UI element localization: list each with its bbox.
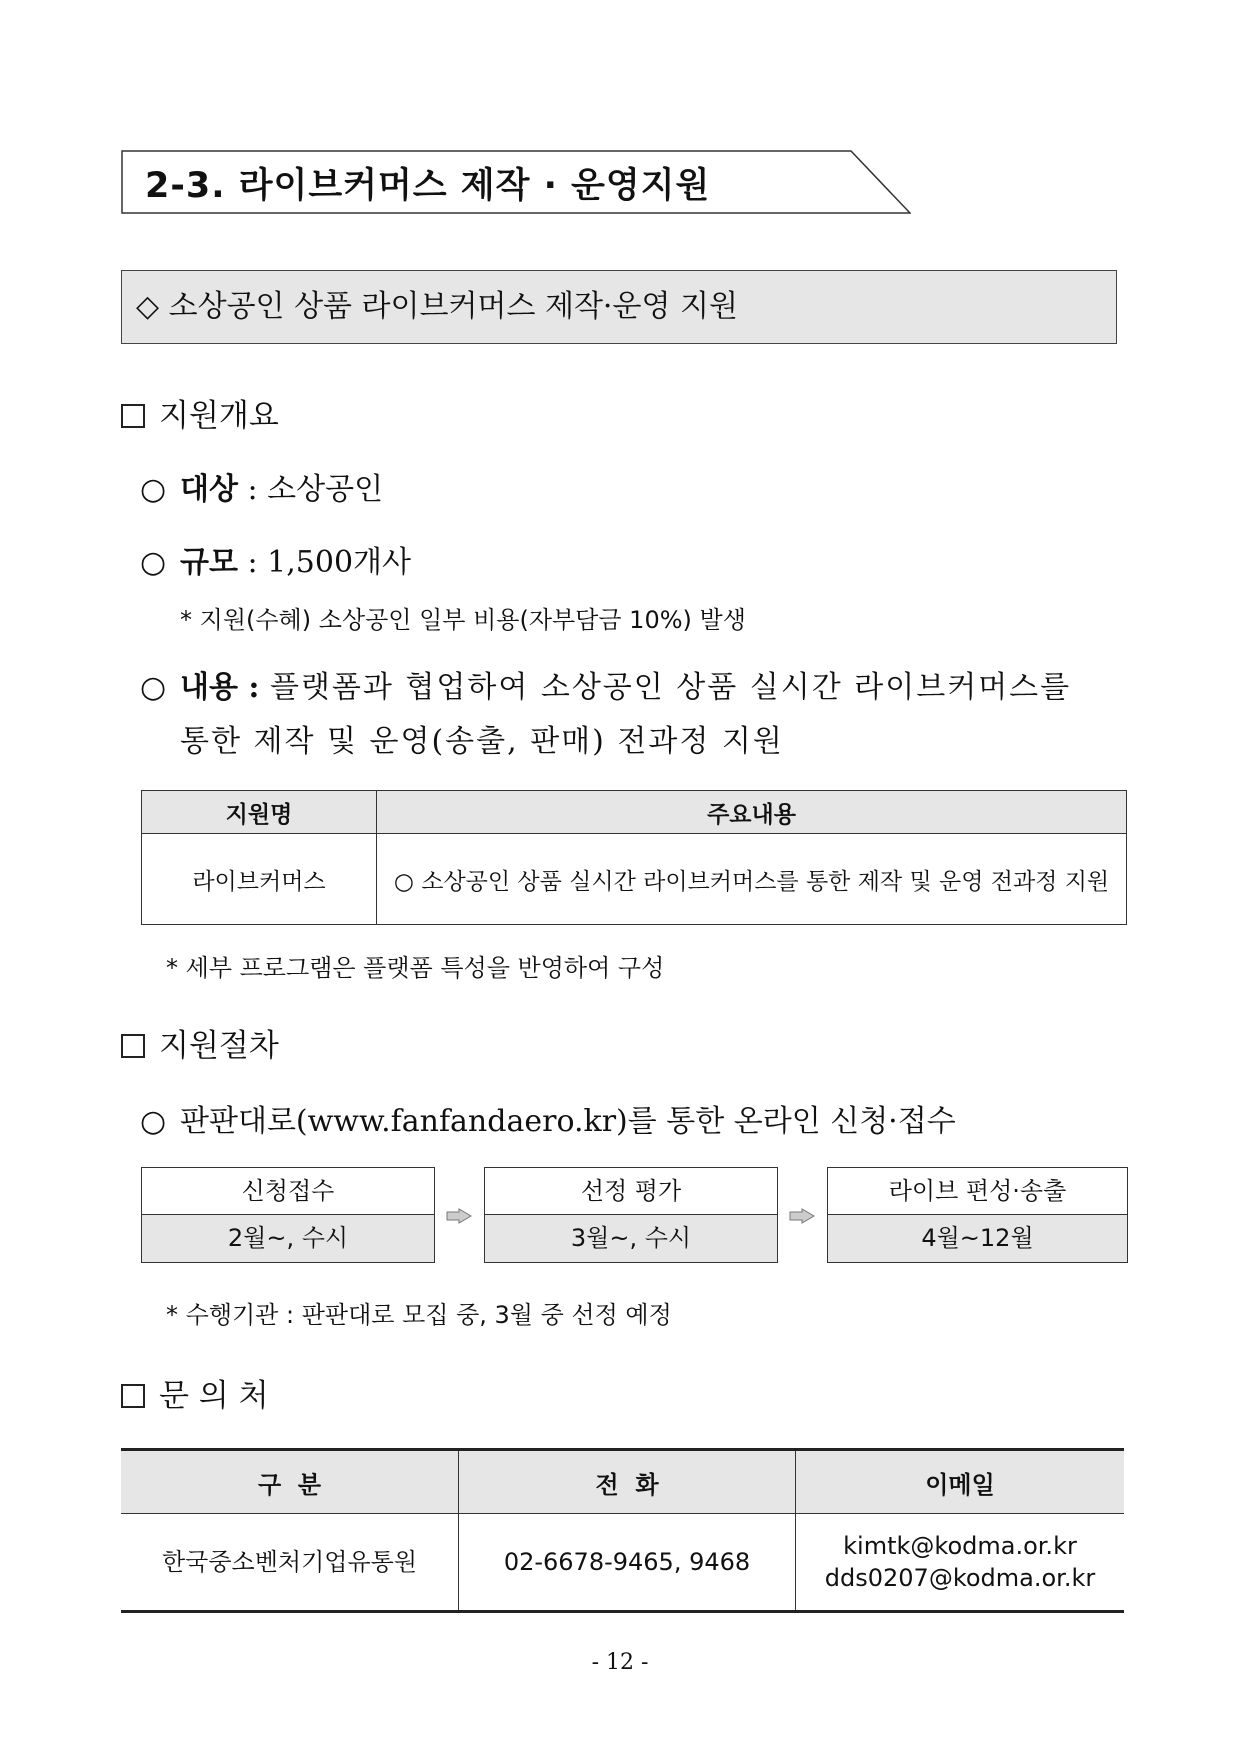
circle-bullet-icon: ○: [140, 670, 167, 705]
checkbox-square-icon: [121, 1384, 145, 1408]
table-row: [121, 1514, 1124, 1612]
table-row: [142, 834, 1127, 925]
col-header-email: 이메일: [796, 1450, 1125, 1514]
step-3-period: 4월~12월: [828, 1215, 1127, 1262]
contact-org: 한국중소벤처기업유통원: [121, 1514, 459, 1612]
subtitle-box: [121, 270, 1117, 344]
col-header-phone: 전 화: [459, 1450, 796, 1514]
contact-table: [121, 1448, 1124, 1613]
double-arrow-icon: [789, 1208, 815, 1224]
double-arrow-icon: [446, 1208, 472, 1224]
overview-heading: [121, 390, 279, 435]
col-header-name: 지원명: [142, 791, 377, 834]
page-number: - 12 -: [591, 1650, 649, 1675]
overview-heading-text: 지원개요: [159, 398, 279, 434]
circle-bullet-icon: ○: [140, 472, 167, 507]
contact-email-1[interactable]: kimtk@kodma.or.kr: [843, 1532, 1077, 1560]
target-value: 소상공인: [267, 472, 384, 507]
contact-heading-text: 문 의 처: [159, 1378, 269, 1414]
procedure-heading: [121, 1020, 279, 1065]
step-2-period: 3월~, 수시: [485, 1215, 777, 1262]
content-line2: 통한 제작 및 운영(송출, 판매) 전과정 지원: [180, 724, 784, 759]
contact-table-header: [121, 1450, 1124, 1514]
checkbox-square-icon: [121, 404, 145, 428]
target-label: 대상: [180, 472, 238, 507]
scale-label: 규모: [180, 545, 238, 580]
scale-item: [140, 537, 411, 581]
procedure-bullet-text: 판판대로(www.fanfandaero.kr)를 통한 온라인 신청·접수: [180, 1104, 956, 1139]
row-name: 라이브커머스: [142, 834, 377, 925]
step-3-title: 라이브 편성·송출: [828, 1168, 1127, 1215]
section-title: 2-3. 라이브커머스 제작 · 운영지원: [145, 166, 711, 206]
support-table-header: [142, 791, 1127, 834]
procedure-heading-text: 지원절차: [159, 1028, 279, 1064]
content-label: 내용: [180, 670, 238, 705]
subtitle-text: ◇ 소상공인 상품 라이브커머스 제작·운영 지원: [136, 289, 738, 324]
step-1: [141, 1167, 435, 1263]
procedure-note: * 수행기관 : 판판대로 모집 중, 3월 중 선정 예정: [166, 1301, 672, 1329]
content-line1: 플랫폼과 협업하여 소상공인 상품 실시간 라이브커머스를: [269, 670, 1072, 705]
step-1-period: 2월~, 수시: [142, 1215, 434, 1262]
step-2-title: 선정 평가: [485, 1168, 777, 1215]
col-header-org: 구 분: [121, 1450, 459, 1514]
section-title-banner: [121, 150, 911, 214]
support-table-note: * 세부 프로그램은 플랫폼 특성을 반영하여 구성: [166, 954, 665, 982]
step-3: [827, 1167, 1128, 1263]
contact-email-2[interactable]: dds0207@kodma.or.kr: [824, 1564, 1096, 1592]
procedure-bullet: [140, 1096, 956, 1140]
target-item: [140, 464, 383, 508]
contact-phone: 02-6678-9465, 9468: [459, 1514, 796, 1612]
circle-bullet-icon: ○: [140, 545, 167, 580]
col-header-content: 주요내용: [377, 791, 1127, 834]
scale-note: * 지원(수혜) 소상공인 일부 비용(자부담금 10%) 발생: [180, 606, 746, 634]
content-sep: :: [237, 670, 270, 705]
content-item: [140, 662, 1130, 760]
support-table: [141, 790, 1127, 925]
row-content: ○ 소상공인 상품 실시간 라이브커머스를 통한 제작 및 운영 전과정 지원: [377, 834, 1127, 925]
contact-heading: [121, 1370, 269, 1415]
scale-value: 1,500개사: [267, 545, 411, 580]
checkbox-square-icon: [121, 1034, 145, 1058]
scale-sep: :: [237, 545, 268, 580]
step-2: [484, 1167, 778, 1263]
circle-bullet-icon: ○: [140, 1104, 167, 1139]
target-sep: :: [237, 472, 268, 507]
step-1-title: 신청접수: [142, 1168, 434, 1215]
contact-emails: [796, 1514, 1125, 1612]
